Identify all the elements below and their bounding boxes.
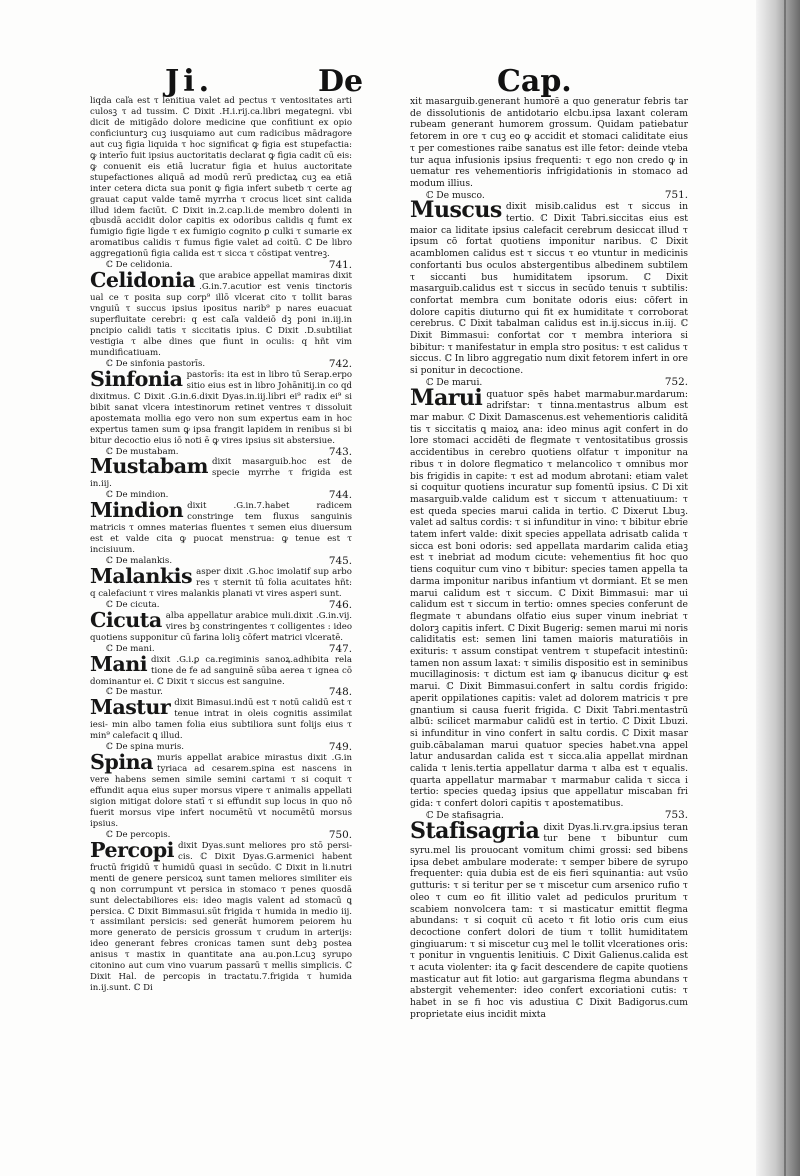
running-head-left: Ji.: [165, 64, 214, 99]
cross-reference: [410, 190, 688, 202]
cross-reference: [410, 810, 688, 822]
entry-headword: Percopi: [90, 837, 175, 862]
cross-reference: [90, 687, 352, 698]
entry-number: 753.: [664, 808, 688, 821]
dictionary-entry: [90, 268, 352, 359]
entry-number: 745.: [328, 555, 352, 568]
entry-headword: Stafisagria: [410, 817, 540, 844]
entry-text: alba appellatur arabice muli.dixit .G.in.vij. vires bꝫ constringentes τ colligentes : ideo quotiens supponitur cū farina loliꝫ cōfert matrici vlceratē.: [90, 610, 352, 643]
entry-number: 746.: [328, 598, 352, 611]
entry-headword: Malankis: [90, 563, 193, 588]
entry-text: asper dixit .G.hoc imolatif sup arbo res τ sternit tū folia acuitates hñt: q calefaciunt τ vires malankis planati vt vires asperi sunt.: [90, 566, 352, 599]
cross-reference: [90, 830, 352, 841]
entry-text: dixit misib.calidus est τ siccus in tertio. ℂ Dixit Tabri.siccitas eius est maior ca liditate ipsius calefacit cerebrum desiccat illud τ ipsum cō fortat quotiens imponitur naribus. ℂ Dixit acamblomen calidus est τ siccus τ eo vtuntur in medicinis confortanti bus oculos abstergentibus albedinem subtilem τ siccanti bus humiditatem ipsorum. ℂ Dixit masarguib.calidus est τ siccus in secūdo tenuis τ subtilis: confortat membra cum bonitate odoris eius: cōfert in dolore capitis diuturno qui fit ex humiditate τ corroborat cerebrus. ℂ Dixit tabalman calidus est in.ij.siccus in.iij. ℂ Dixit Bimmasui: confortat cor τ membra interiora si bibitur: τ manifestatur in empla stro positus: τ est calidus τ siccus. ℂ In libro aggregatio num dixit fetorem infert in ore si ponitur in decoctione.: [410, 201, 688, 377]
entry-number: 750.: [328, 828, 352, 841]
entry-number: 747.: [328, 642, 352, 655]
left-column: [90, 96, 352, 994]
entry-number: 752.: [664, 375, 688, 388]
entry-headword: Mastur: [90, 695, 171, 720]
paragraph: liqda caľa est τ lenitiua valet ad pectus τ ventositates arti culosꝫ τ ad tussim. ℂ Dixit .H.i.rij.ca.libri megategni. vbi dicit de mitigādo dolore medicine que confitiunt ex opio conficiunturꝫ cuꝫ iusquiamo aut cum radicibus mādragore aut cuꝫ figia liquida τ hoc significat ꝙ figia est stupefactia: ꝙ interīo fuit ipsius auctoritatis declarat ꝙ figia cadit cū eis: ꝙ conuenit eis etiā lucratur figia et huius auctoritate stupefactiones aliquā ad modū rerū predictaꝝ cuꝫ ea etiā inter cetera dicta sua ponit ꝙ figia infert subetb τ certe ag grauat caput valde tamē myrrha τ crocus licet sint calida illud idem faciūt. ℂ Dixit in.2.cap.li.de membro dolenti in qbusdā accidit dolor capitis ex odoribus calidis q fumt ex fumigio figie ligde τ ex fumigio cognito ꝑ culki τ sumarie ex aromatibus calidis τ fumus figie valet ad coitū. ℂ De libro aggregationū figia calida est τ sicca τ cōstipat ventreꝫ.: [90, 96, 352, 260]
entry-headword: Celidonia: [90, 268, 196, 293]
cross-reference: [90, 600, 352, 611]
cross-reference-label: ℂ De mani.: [106, 643, 155, 654]
cross-reference: [410, 377, 688, 389]
cross-reference-label: ℂ De musco.: [426, 189, 485, 201]
dictionary-entry: [90, 750, 352, 830]
entry-text: que arabice appellat mamiras dixit .G.in.7.acutior est venis tinctoris ual ce τ posita sup corp⁹ illō vlcerat cito τ tollit baras vnguiū τ succus ipsius ipositus narib⁹ p nares euacuat superfluitate cerebri: q est caľa valdeiō dꝫ poni in.iij.in pncipio calidi tatis τ siccitatis ipius. ℂ Dixit .D.subtiliat vestigia τ albe dines que fiunt in oculis: q hñt vim mundificatiuam.: [90, 271, 352, 358]
entry-text: pastorīs: ita est in libro tū Serap.erpo sitio eius est in libro Johānitij.in co qd dixitmus. ℂ Dixit .G.in.6.dixit Dyas.in.iij.libri ei⁹ radix ei⁹ si bibit sanat vlcera intestinorum retinet ventres τ dissoluit apostemata mollia ego vero non sum expertus eam in hoc expertus tamen sum ꝙ ipsa frangit lapidem in renibus si bi bitur decoctio eius iō noti ē ꝙ vires ipsius sit abstersiue.: [90, 369, 352, 446]
cross-reference-label: ℂ De mustabam.: [106, 446, 179, 457]
entry-text: dixit Dyas.li.rv.gra.ipsius teran tur bene τ bibuntur cum syru.mel lis prouocant vomitum chimi grossi: sed bibens ipsa debet ambulare moderate: τ semper bibere de syrupo frequenter: quia dubia est de eis fieri squinantia: aut vsūo gutturis: τ si teritur per se τ miscetur cum arsenico rufio τ oleo τ cum eo fit illitio valet ad pediculos pruritum τ scabiem nonvolcera tam: τ si masticatur emittit flegma abundans: τ si coquit cū aceto τ fit lotio oris cum eius decoctione confert dolori de tium τ tollit humiditatem gingiuarum: τ si miscetur cuꝫ mel le tollit vlcerationes oris: τ ponitur in vnguentis lenitiuis. ℂ Dixit Galienus.calida est τ acuta violenter: ita ꝙ facit descendere de capite quotiens masticatur aut fit lotio: aut gargarisma flegma abundans τ abstergit vehementer: ideo confert excoriationi cutis: τ habet in se fi hoc vis adustiua ℂ Dixit Badigorus.cum proprietate eius incidit mixta: [410, 821, 688, 1020]
cross-reference: [90, 644, 352, 655]
cross-reference-label: ℂ De spina muris.: [106, 742, 185, 753]
dictionary-entry: [90, 695, 352, 742]
entry-number: 741.: [328, 259, 352, 272]
entry-headword: Sinfonia: [90, 366, 183, 391]
cross-reference: [90, 260, 352, 271]
entry-text: dixit .G.in.7.habet radicem constringe tem fluxus sanguinis matricis τ omnes materias fluentes τ semen eius diuersum est et valde cita ꝙ puocat menstrua: ꝙ tenue est τ incisiuum.: [90, 501, 352, 556]
running-head-middle: De: [318, 64, 364, 99]
cross-reference: [90, 359, 352, 370]
cross-reference-label: ℂ De mastur.: [106, 687, 163, 698]
entry-text: dixit masarguib.hoc est de specie myrrhe τ frigida est in.iij.: [90, 457, 352, 490]
entry-headword: Mindion: [90, 498, 184, 523]
cross-reference-label: ℂ De marui.: [426, 376, 483, 388]
dictionary-entry: [90, 454, 352, 490]
dictionary-entry: [90, 498, 352, 556]
entry-text: quatuor spēs habet marmabur.mardarum: adrifstar: τ tinna.mentastrus album est mar mabur. ℂ Dixit Damascenus.est vehementioris caliditā tis τ siccitatis ꝗ maioꝝ ana: ideo minus agit confert in do lore stomaci accidēti de flegmate τ ventositatibus grossis accidentibus in cerebro quotiens olfatur τ imponitur na ribus τ in dolore flegmatico τ melancolico τ omnibus mor bis frigidis in capite: τ est ad modum abrotani: etiam valet si coquitur quotiens incuratur sup fomentū ipsius. ℂ Di xit masarguib.valde calidum est τ siccum τ attenuatiuum: τ est queda species marui calida in tertio. ℂ Dixerut Lbuꝫ. valet ad saltus cordis: τ si infunditur in vino: τ bibitur ebrie tatem infert valde: dixit species appellata adrisatb calida τ sicca est boni odoris: sed appellata mardarim calida etiaꝫ est τ inebriat ad modum cicute: vehementius fit hoc quo tiens coquitur cum vino τ bibitur: species tamen appella ta darma imponitur naribus infantium vt dormiant. Et se men marui calidum est τ siccum. ℂ Dixit Bimmasui: mar ui calidum est τ siccum in tertio: omnes species conferunt de flegmate τ abundans olfatio eius super vinum inebriat τ dolorꝫ capitis infert. ℂ Dixit Bugerig: semen marui mi noris caliditatis est: semen lini tamen maioris maturatiōis in exituris: τ assum constipat ventrem τ stupefacit intestinū: tamen non assum laxat: τ similis dispositio est in seminibus mucillaginosis: τ dictum est iam ꝙ ibanucus dicitur ꝙ est marui. ℂ Dixit Bimmasui.confert in saltu cordis frigido: aperit oppilationes capitis: valet ad dolorem matricis τ pre gnantium si causa fuerit frigida. ℂ Dixit Tabri.mentastrū albū: scilicet marmabur calidū est in tertio. ℂ Dixit Lbuzi. si infunditur in vino confert in saltu cordis. ℂ Dixit masar guib.cābalaman marui quatuor species habet.vna appel latur andusardan calida est τ sicca.alia appellat mirdnan calida τ lenis.tertia appellatur darma τ alba est τ equalis. quarta appellatur marmabar τ marmabur calida τ sicca i tertio: species quedaꝫ ipsius que appellatur miscaban fri gida: τ confert dolori capitis τ apostematibus.: [410, 388, 688, 810]
dictionary-entry: [90, 837, 352, 994]
cross-reference: [90, 742, 352, 753]
cross-reference: [90, 447, 352, 458]
entry-number: 749.: [328, 741, 352, 754]
dictionary-entry: [90, 563, 352, 600]
paragraph: xit masarguib.generant humorē a quo generatur febris tar de dissolutionis de antidotario elcbu.ipsa laxant coleram rubeam generant humorem grossum. Quidam patiebatur fetorem in ore τ cuꝫ eo ꝙ accidit et stomaci caliditate eius τ per comestiones raibe sanatus est ille fetor: deinde vteba tur aqua infusionis ipsius frequenti: τ ego non credo ꝙ in uematur res vehementioris infrigidationis in stomaco ad modum illius.: [410, 96, 688, 189]
dictionary-entry: [90, 651, 352, 688]
running-head-right: Cap.: [497, 64, 572, 99]
cross-reference-label: ℂ De percopis.: [106, 829, 171, 840]
entry-headword: Spina: [90, 750, 154, 775]
cross-reference-label: ℂ De cicuta.: [106, 599, 160, 610]
entry-text: dixit Bimasui.indū est τ notū calidū est τ tenue intrat in oleis cognitis assimilat iesi- min albo tamen folia eius subtiliora sunt folijs eius τ min⁹ calefacit ꝗ illud.: [90, 698, 352, 742]
dictionary-entry: [90, 366, 352, 447]
cross-reference: [90, 490, 352, 501]
dictionary-entry: [90, 607, 352, 644]
entry-headword: Marui: [410, 384, 483, 411]
cross-reference-label: ℂ De malankis.: [106, 556, 173, 567]
entry-headword: Mustabam: [90, 454, 208, 479]
entry-number: 742.: [328, 357, 352, 370]
cross-reference: [90, 556, 352, 567]
entry-text: muris appellat arabice mirastus dixit .G.in tyriaca ad cesarem.spina est nascens in vere habens semen simile semini cartami τ si coquit τ effundit aqua eius super morsus vipere τ animalis appellati sigion mitigat dolore statī τ si effundit sup locus in quo nō fuerit morsus vipe infert nocumētū vt nocumētū morsus ipsius.: [90, 753, 352, 829]
binding-shadow: [756, 0, 800, 1176]
entry-number: 744.: [328, 489, 352, 502]
dictionary-entry: [410, 817, 688, 1021]
entry-text: dixit .G.i.ꝑ ca.regiminis sanoꝝ.adhibita rela tione de fe ad sanguinē sūba aerea τ ignea cō dominantur ei. ℂ Dixit τ siccus est sanguine.: [90, 654, 352, 687]
page-edge: [784, 0, 786, 1176]
entry-number: 748.: [328, 686, 352, 699]
entry-text: dixit Dyas.sunt meliores pro stō persi- cis. ℂ Dixit Dyas.G.armenici habent fructū frigidū τ humidū quasi in secūdo. ℂ Dixit in li.nutri menti de genere persicoꝝ sunt tamen meliores similiter eis ꝗ non corrumpunt vt persica in stomaco τ penes quosdā sunt delectabiliores eis: ideo magis valent ad stomacū ꝗ persica. ℂ Dixit Bimmasui.sūt frigida τ humida in medio iij. τ assimilant persicis: sed generāt humorem peiorem hu more generato de persicis grossum τ crudum in arterijs: ideo generant febres cronicas tamen sunt debꝫ postea anisus τ mastix in quantitate ana au.pon.Lcuꝫ syrupo citonino aut cum vino vuarum passarū τ mellis simplicis. ℂ Dixit Hal. de percopis in tractatu.7.frigida τ humida in.ij.sunt. ℂ Di: [90, 840, 352, 994]
cross-reference-label: ℂ De mindion.: [106, 490, 169, 501]
cross-reference-label: ℂ De stafisagria.: [426, 809, 504, 821]
entry-number: 751.: [664, 188, 688, 201]
cross-reference-label: ℂ De celidonia.: [106, 260, 173, 271]
dictionary-entry: [410, 384, 688, 810]
entry-headword: Muscus: [410, 197, 502, 224]
entry-headword: Cicuta: [90, 607, 162, 632]
entry-headword: Mani: [90, 651, 148, 676]
cross-reference-label: ℂ De sinfonia pastorīs.: [106, 358, 206, 369]
right-column: [410, 96, 688, 1021]
dictionary-entry: [410, 197, 688, 377]
entry-number: 743.: [328, 445, 352, 458]
